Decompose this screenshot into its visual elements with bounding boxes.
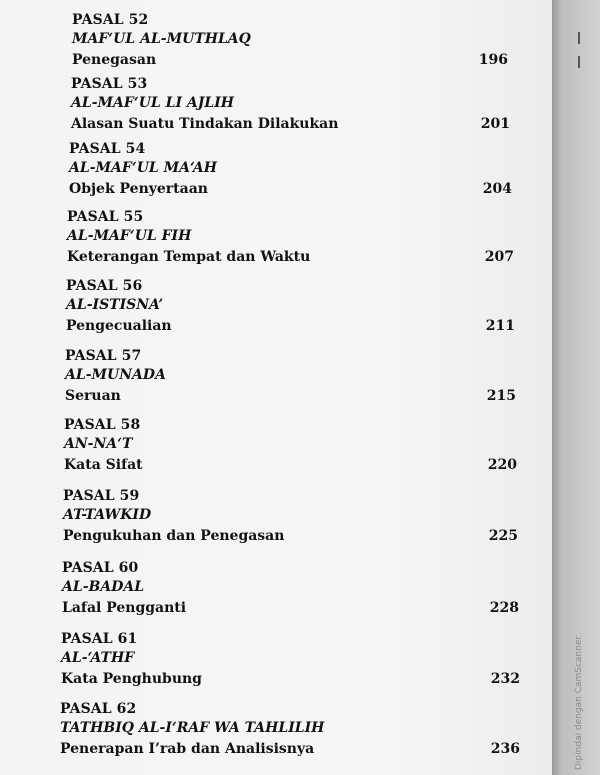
toc-entry-pasal-61: [0, 631, 552, 697]
pasal-number: PASAL 57: [65, 348, 142, 364]
chapter-title: AL-MUNADA: [65, 367, 166, 383]
pasal-number: PASAL 54: [69, 141, 146, 157]
pasal-number: PASAL 61: [61, 631, 138, 647]
pasal-number: PASAL 58: [64, 417, 141, 433]
toc-entry-pasal-57: [0, 348, 552, 414]
toc-entry-pasal-54: [0, 141, 552, 207]
chapter-subtitle: Seruan: [65, 388, 121, 404]
page-number: 207: [484, 249, 514, 265]
chapter-subtitle: Kata Sifat: [64, 457, 143, 473]
page-edge-mark: [578, 56, 580, 68]
toc-entry-pasal-53: [0, 76, 552, 142]
pasal-number: PASAL 52: [72, 12, 149, 28]
toc-entry-pasal-56: [0, 278, 552, 344]
pasal-number: PASAL 62: [60, 701, 137, 717]
chapter-subtitle: Penerapan I’rab dan Analisisnya: [60, 741, 315, 757]
pasal-number: PASAL 53: [71, 76, 148, 92]
pasal-number: PASAL 55: [67, 209, 144, 225]
chapter-subtitle: Kata Penghubung: [61, 671, 202, 687]
page-edge-mark: [578, 32, 580, 44]
page-number: 225: [488, 528, 518, 544]
chapter-title: AL-MAF‘UL FIH: [67, 228, 192, 244]
chapter-subtitle: Keterangan Tempat dan Waktu: [67, 249, 311, 265]
toc-entry-pasal-62: [0, 701, 552, 767]
toc-entry-pasal-55: [0, 209, 552, 275]
chapter-title: AT-TAWKID: [63, 507, 152, 523]
pasal-number: PASAL 59: [63, 488, 140, 504]
toc-entry-pasal-59: [0, 488, 552, 554]
chapter-title: AL-‘ATHF: [61, 650, 135, 666]
pasal-number: PASAL 56: [66, 278, 143, 294]
page-number: 236: [490, 741, 520, 757]
chapter-title: MAF‘UL AL-MUTHLAQ: [72, 31, 251, 47]
page-number: 196: [478, 52, 508, 68]
chapter-title: AL-MAF‘UL LI AJLIH: [71, 95, 234, 111]
chapter-title: AL-MAF‘UL MA‘AH: [69, 160, 218, 176]
chapter-title: AN-NA‘T: [64, 436, 133, 452]
toc-entry-pasal-58: [0, 417, 552, 483]
chapter-subtitle: Pengukuhan dan Penegasan: [63, 528, 285, 544]
page-number: 220: [487, 457, 517, 473]
chapter-title: TATHBIQ AL-I‘RAF WA TAHLILIH: [60, 720, 325, 736]
pasal-number: PASAL 60: [62, 560, 139, 576]
chapter-subtitle: Alasan Suatu Tindakan Dilakukan: [71, 116, 339, 132]
scanner-watermark: Dipindai dengan CamScanner: [574, 635, 584, 770]
page-number: 228: [489, 600, 519, 616]
chapter-title: AL-BADAL: [62, 579, 145, 595]
page-number: 215: [486, 388, 516, 404]
chapter-subtitle: Objek Penyertaan: [69, 181, 208, 197]
page-number: 204: [482, 181, 512, 197]
page-number: 232: [490, 671, 520, 687]
toc-entry-pasal-60: [0, 560, 552, 626]
chapter-subtitle: Penegasan: [72, 52, 157, 68]
page-number: 201: [480, 116, 510, 132]
chapter-title: AL-ISTISNA’: [66, 297, 164, 313]
page-number: 211: [485, 318, 515, 334]
toc-entry-pasal-52: [0, 12, 552, 78]
chapter-subtitle: Lafal Pengganti: [62, 600, 187, 616]
chapter-subtitle: Pengecualian: [66, 318, 172, 334]
